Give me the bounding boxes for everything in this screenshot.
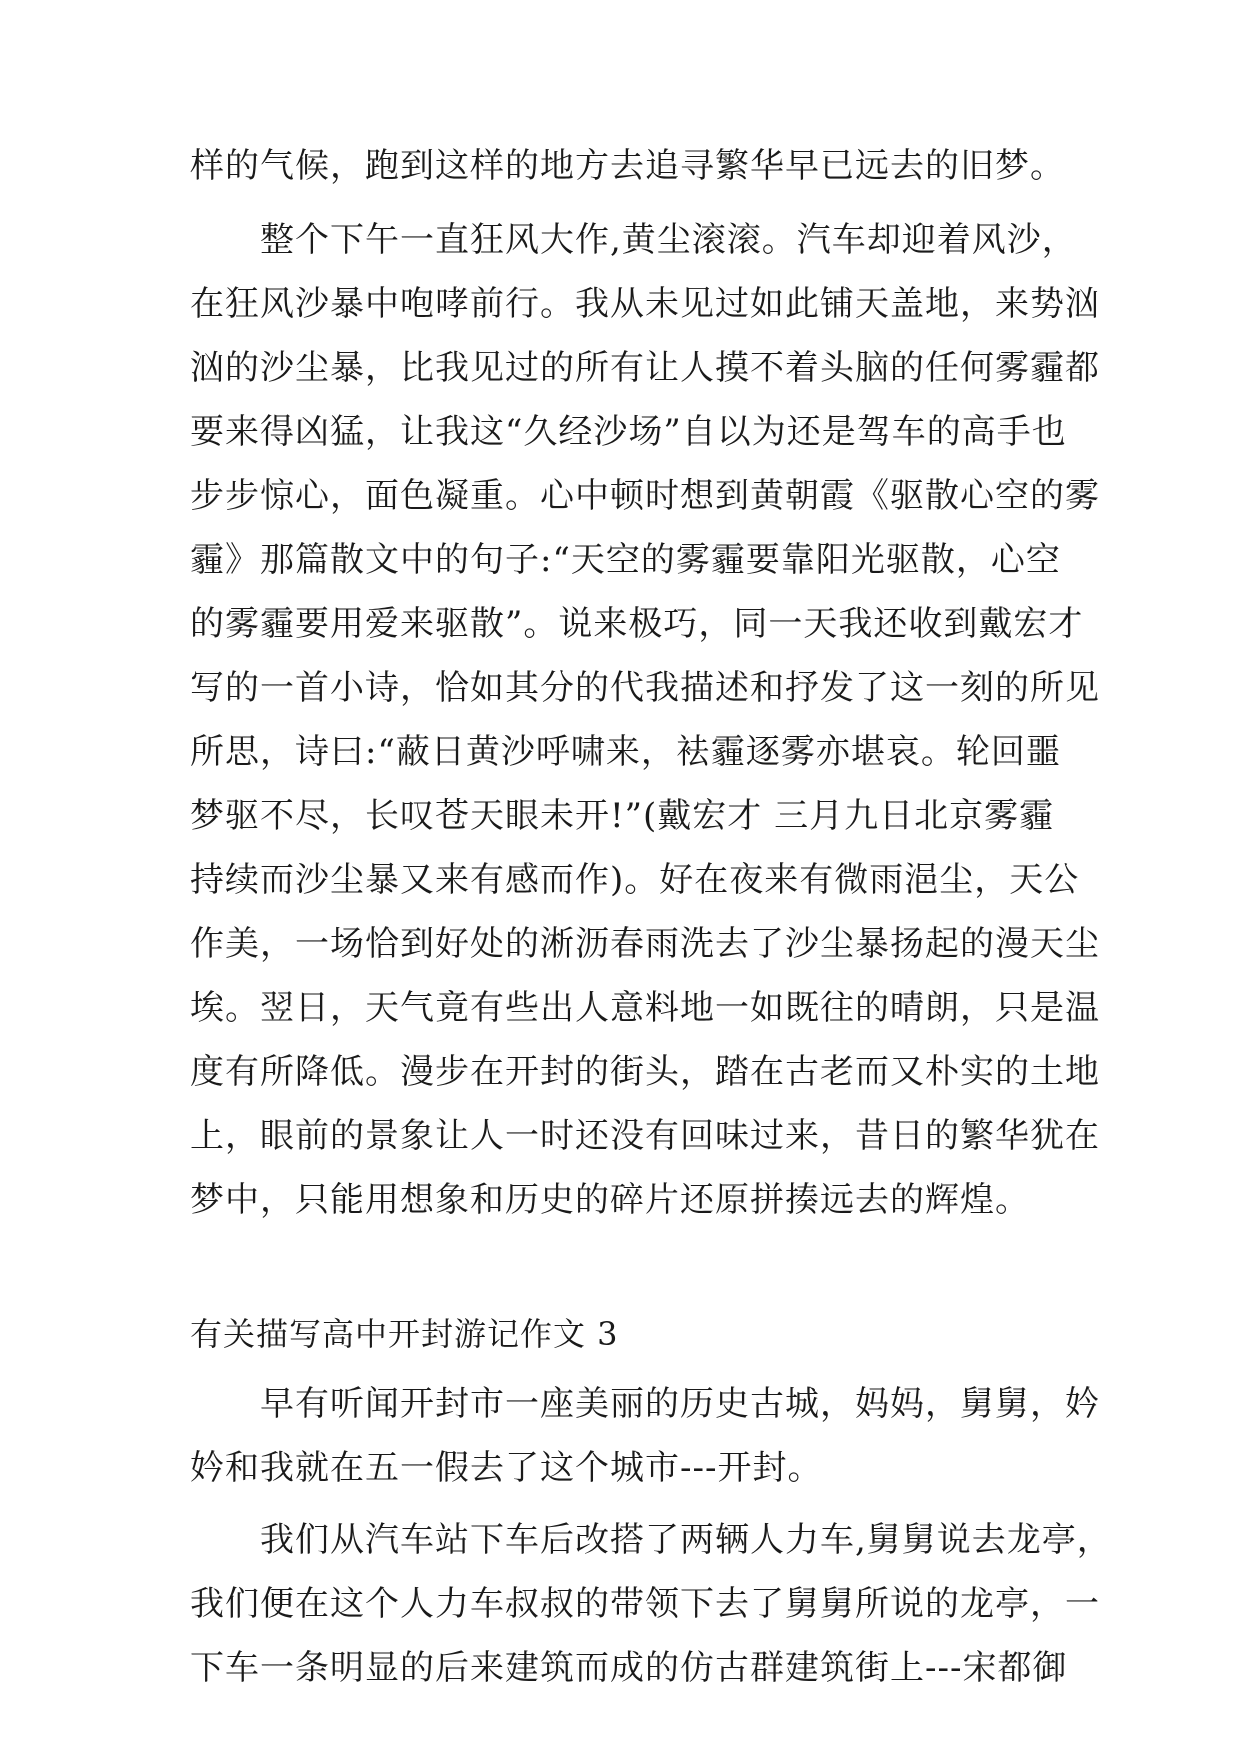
text-line: 下车一条明显的后来建筑而成的仿古群建筑街上---宋都御 <box>190 1648 1068 1688</box>
text-line: 写的一首小诗，恰如其分的代我描述和抒发了这一刻的所见 <box>190 668 1100 708</box>
text-line: 我们便在这个人力车叔叔的带领下去了舅舅所说的龙亭，一 <box>190 1584 1100 1624</box>
text-line: 整个下午一直狂风大作,黄尘滚滚。汽车却迎着风沙， <box>260 220 1077 260</box>
text-line: 妗和我就在五一假去了这个城市---开封。 <box>190 1448 823 1488</box>
text-line: 要来得凶猛，让我这“久经沙场”自以为还是驾车的高手也 <box>190 412 1067 452</box>
text-line: 梦中，只能用想象和历史的碎片还原拼揍远去的辉煌。 <box>190 1180 1030 1220</box>
text-line: 汹的沙尘暴，比我见过的所有让人摸不着头脑的任何雾霾都 <box>190 348 1100 388</box>
text-line: 的雾霾要用爱来驱散”。说来极巧，同一天我还收到戴宏才 <box>190 604 1084 644</box>
text-line: 上，眼前的景象让人一时还没有回味过来，昔日的繁华犹在 <box>190 1116 1100 1156</box>
text-line: 霾》那篇散文中的句子:“天空的雾霾要靠阳光驱散，心空 <box>190 540 1061 580</box>
text-line: 步步惊心，面色凝重。心中顿时想到黄朝霞《驱散心空的雾 <box>190 476 1100 516</box>
text-line: 持续而沙尘暴又来有感而作)。好在夜来有微雨浥尘，天公 <box>190 860 1080 900</box>
text-line: 早有听闻开封市一座美丽的历史古城，妈妈，舅舅，妗 <box>260 1384 1100 1424</box>
text-line: 所思，诗曰:“蔽日黄沙呼啸来，袪霾逐雾亦堪哀。轮回噩 <box>190 732 1061 772</box>
text-line: 在狂风沙暴中咆哮前行。我从未见过如此铺天盖地，来势汹 <box>190 284 1100 324</box>
text-line: 梦驱不尽，长叹苍天眼未开!”(戴宏才 三月九日北京雾霾 <box>190 796 1055 836</box>
text-line: 度有所降低。漫步在开封的街头，踏在古老而又朴实的土地 <box>190 1052 1100 1092</box>
text-line: 样的气候，跑到这样的地方去追寻繁华早已远去的旧梦。 <box>190 146 1065 186</box>
section-heading: 有关描写高中开封游记作文 3 <box>190 1315 619 1353</box>
text-line: 埃。翌日，天气竟有些出人意料地一如既往的晴朗，只是温 <box>190 988 1100 1028</box>
text-line: 我们从汽车站下车后改搭了两辆人力车,舅舅说去龙亭， <box>260 1520 1112 1560</box>
text-line: 作美，一场恰到好处的淅沥春雨洗去了沙尘暴扬起的漫天尘 <box>190 924 1100 964</box>
